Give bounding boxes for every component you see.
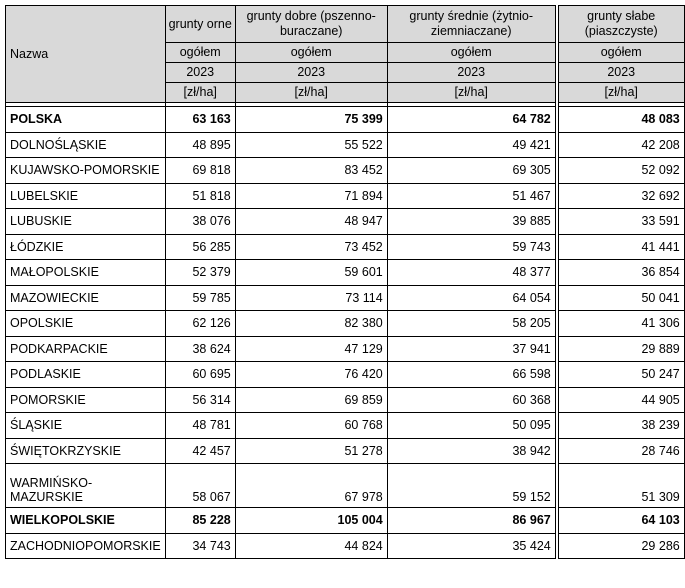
- table-row: [6, 234, 685, 260]
- header-row-title: [6, 6, 685, 43]
- land-price-table: [5, 5, 685, 559]
- price-cell: 86 967: [387, 508, 555, 534]
- price-cell: 59 601: [235, 260, 387, 286]
- price-cell: 59 743: [387, 234, 555, 260]
- price-cell: 58 067: [165, 464, 235, 508]
- price-cell: 38 624: [165, 336, 235, 362]
- region-name-cell: MAŁOPOLSKIE: [6, 260, 166, 286]
- region-name-cell: LUBUSKIE: [6, 209, 166, 235]
- table-body: [6, 6, 685, 559]
- region-name-cell: POLSKA: [6, 107, 166, 133]
- column-header-name: Nazwa: [6, 6, 166, 103]
- price-cell: 50 041: [558, 285, 684, 311]
- price-cell: 69 818: [165, 158, 235, 184]
- price-cell: 37 941: [387, 336, 555, 362]
- price-cell: 48 083: [558, 107, 684, 133]
- column-header-sub: ogółem: [165, 43, 235, 63]
- price-cell: 60 768: [235, 413, 387, 439]
- price-cell: 64 103: [558, 508, 684, 534]
- price-cell: 34 743: [165, 533, 235, 559]
- price-cell: 51 278: [235, 438, 387, 464]
- price-cell: 75 399: [235, 107, 387, 133]
- column-header-title: grunty orne: [165, 6, 235, 43]
- price-cell: 48 895: [165, 132, 235, 158]
- price-cell: 51 467: [387, 183, 555, 209]
- region-name-cell: PODLASKIE: [6, 362, 166, 388]
- price-cell: 48 377: [387, 260, 555, 286]
- price-cell: 64 054: [387, 285, 555, 311]
- price-cell: 41 441: [558, 234, 684, 260]
- column-header-sub: ogółem: [387, 43, 555, 63]
- price-cell: 67 978: [235, 464, 387, 508]
- price-cell: 69 305: [387, 158, 555, 184]
- price-cell: 32 692: [558, 183, 684, 209]
- price-cell: 36 854: [558, 260, 684, 286]
- price-cell: 73 452: [235, 234, 387, 260]
- price-cell: 50 095: [387, 413, 555, 439]
- price-cell: 38 239: [558, 413, 684, 439]
- column-header-unit: [zł/ha]: [558, 83, 684, 103]
- region-name-cell: WIELKOPOLSKIE: [6, 508, 166, 534]
- table-row: [6, 464, 685, 508]
- price-cell: 42 208: [558, 132, 684, 158]
- price-cell: 51 309: [558, 464, 684, 508]
- table-row: [6, 158, 685, 184]
- column-header-unit: [zł/ha]: [165, 83, 235, 103]
- land-price-table-container: [5, 5, 685, 559]
- region-name-cell: OPOLSKIE: [6, 311, 166, 337]
- price-cell: 48 781: [165, 413, 235, 439]
- table-row: [6, 438, 685, 464]
- column-header-title: grunty słabe (piaszczyste): [558, 6, 684, 43]
- region-name-cell: ŚLĄSKIE: [6, 413, 166, 439]
- price-cell: 59 152: [387, 464, 555, 508]
- price-cell: 47 129: [235, 336, 387, 362]
- region-name-cell: ŁÓDZKIE: [6, 234, 166, 260]
- column-header-year: 2023: [235, 63, 387, 83]
- table-row: [6, 107, 685, 133]
- price-cell: 52 379: [165, 260, 235, 286]
- region-name-cell: ŚWIĘTOKRZYSKIE: [6, 438, 166, 464]
- price-cell: 39 885: [387, 209, 555, 235]
- price-cell: 58 205: [387, 311, 555, 337]
- region-name-cell: POMORSKIE: [6, 387, 166, 413]
- region-name-cell: MAZOWIECKIE: [6, 285, 166, 311]
- price-cell: 56 314: [165, 387, 235, 413]
- price-cell: 76 420: [235, 362, 387, 388]
- price-cell: 29 286: [558, 533, 684, 559]
- table-row: [6, 362, 685, 388]
- column-header-sub: ogółem: [558, 43, 684, 63]
- column-header-year: 2023: [387, 63, 555, 83]
- table-row: [6, 508, 685, 534]
- price-cell: 35 424: [387, 533, 555, 559]
- price-cell: 44 905: [558, 387, 684, 413]
- price-cell: 105 004: [235, 508, 387, 534]
- price-cell: 29 889: [558, 336, 684, 362]
- column-header-year: 2023: [165, 63, 235, 83]
- price-cell: 41 306: [558, 311, 684, 337]
- price-cell: 83 452: [235, 158, 387, 184]
- price-cell: 44 824: [235, 533, 387, 559]
- price-cell: 66 598: [387, 362, 555, 388]
- table-row: [6, 260, 685, 286]
- price-cell: 62 126: [165, 311, 235, 337]
- price-cell: 50 247: [558, 362, 684, 388]
- region-name-cell: LUBELSKIE: [6, 183, 166, 209]
- price-cell: 38 076: [165, 209, 235, 235]
- price-cell: 60 695: [165, 362, 235, 388]
- price-cell: 60 368: [387, 387, 555, 413]
- price-cell: 63 163: [165, 107, 235, 133]
- price-cell: 64 782: [387, 107, 555, 133]
- price-cell: 42 457: [165, 438, 235, 464]
- column-header-sub: ogółem: [235, 43, 387, 63]
- region-name-cell: DOLNOŚLĄSKIE: [6, 132, 166, 158]
- table-row: [6, 209, 685, 235]
- column-header-title: grunty średnie (żytnio-ziemniaczane): [387, 6, 555, 43]
- price-cell: 59 785: [165, 285, 235, 311]
- price-cell: 48 947: [235, 209, 387, 235]
- table-row: [6, 285, 685, 311]
- table-row: [6, 183, 685, 209]
- table-row: [6, 413, 685, 439]
- region-name-cell: ZACHODNIOPOMORSKIE: [6, 533, 166, 559]
- price-cell: 28 746: [558, 438, 684, 464]
- price-cell: 82 380: [235, 311, 387, 337]
- price-cell: 49 421: [387, 132, 555, 158]
- table-row: [6, 311, 685, 337]
- table-row: [6, 387, 685, 413]
- region-name-cell: WARMIŃSKO-MAZURSKIE: [6, 464, 166, 508]
- column-header-unit: [zł/ha]: [235, 83, 387, 103]
- column-header-title: grunty dobre (pszenno-buraczane): [235, 6, 387, 43]
- region-name-cell: PODKARPACKIE: [6, 336, 166, 362]
- column-header-unit: [zł/ha]: [387, 83, 555, 103]
- price-cell: 51 818: [165, 183, 235, 209]
- price-cell: 38 942: [387, 438, 555, 464]
- price-cell: 71 894: [235, 183, 387, 209]
- price-cell: 52 092: [558, 158, 684, 184]
- table-row: [6, 533, 685, 559]
- price-cell: 56 285: [165, 234, 235, 260]
- price-cell: 85 228: [165, 508, 235, 534]
- table-row: [6, 132, 685, 158]
- price-cell: 69 859: [235, 387, 387, 413]
- price-cell: 73 114: [235, 285, 387, 311]
- column-header-year: 2023: [558, 63, 684, 83]
- price-cell: 33 591: [558, 209, 684, 235]
- region-name-cell: KUJAWSKO-POMORSKIE: [6, 158, 166, 184]
- price-cell: 55 522: [235, 132, 387, 158]
- table-row: [6, 336, 685, 362]
